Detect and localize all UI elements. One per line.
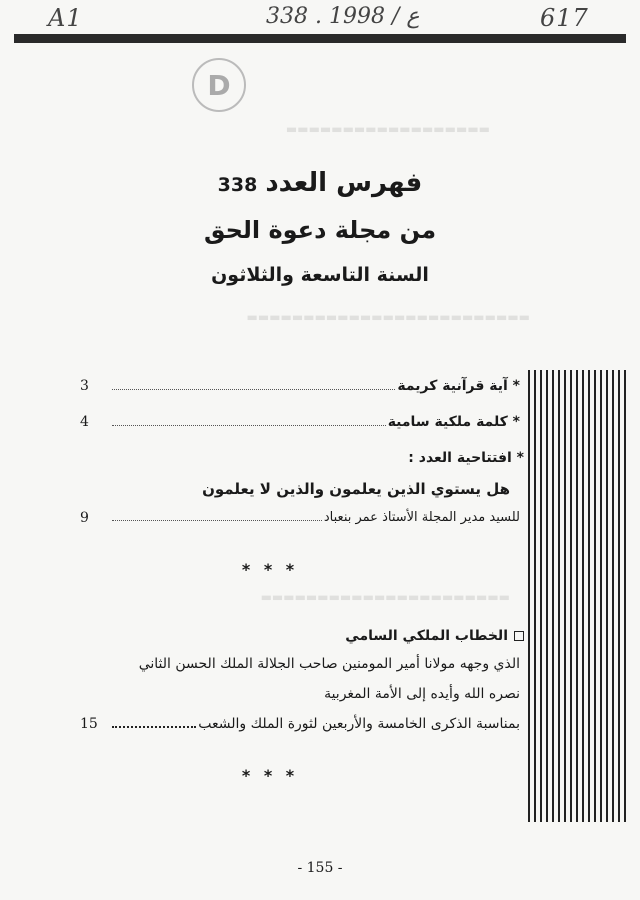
issue-number: 338	[217, 174, 258, 196]
leader-dots	[112, 425, 386, 426]
speech-heading-text: الخطاب الملكي السامي	[345, 628, 508, 644]
leader-dots	[112, 389, 395, 390]
speech-line: نصره الله وأيده إلى الأمة المغربية	[324, 686, 520, 702]
toc-entry-label: * آية قرآنية كريمة	[397, 378, 520, 394]
library-stamp	[192, 58, 246, 112]
title-text: فهرس العدد	[265, 168, 423, 198]
handwritten-mark-right: 617	[540, 4, 589, 32]
toc-entry-page: 3	[80, 378, 89, 394]
speech-heading	[345, 628, 524, 644]
editorial-author: للسيد مدير المجلة الأستاذ عمر بنعباد	[323, 510, 520, 525]
toc-entry	[110, 510, 520, 525]
stamp-letter: D	[207, 68, 231, 102]
separator-stars: * * *	[241, 766, 299, 785]
toc-entry-page: 9	[80, 510, 89, 526]
page-title	[0, 168, 640, 198]
toc-entry	[110, 378, 520, 394]
separator-stars: * * *	[241, 560, 299, 579]
toc-entry-page: 4	[80, 414, 89, 430]
speech-line: بمناسبة الذكرى الخامسة والأربعين لثورة الملك والشعب	[198, 716, 520, 732]
leader-dots	[112, 726, 196, 728]
magazine-name: من مجلة دعوة الحق	[203, 216, 437, 244]
leader-dots	[112, 520, 322, 521]
editorial-heading: * افتتاحية العدد :	[408, 450, 524, 466]
bleed-through-line: ▬▬▬▬▬▬▬▬▬▬▬▬▬▬▬▬▬▬▬▬▬▬	[260, 590, 510, 604]
top-rule	[14, 34, 626, 43]
toc-entry-label: * كلمة ملكية سامية	[387, 414, 520, 430]
bleed-through-line: ▬▬▬▬▬▬▬▬▬▬▬▬▬▬▬▬▬▬	[285, 122, 490, 136]
toc-entry-page: 15	[80, 716, 98, 732]
handwritten-mark-middle: 338 . ع / 1998	[266, 4, 420, 29]
handwritten-mark-left: A1	[48, 4, 83, 32]
decorative-stripes	[528, 370, 626, 822]
year-line: السنة التاسعة والثلاثون	[211, 264, 429, 286]
toc-entry	[110, 716, 520, 732]
bleed-through-line: ▬▬▬▬▬▬▬▬▬▬▬▬▬▬▬▬▬▬▬▬▬▬▬▬▬	[246, 310, 530, 324]
page-number: - 155 -	[297, 860, 343, 876]
square-bullet-icon	[514, 631, 524, 641]
toc-entry	[110, 414, 520, 430]
speech-line: الذي وجهه مولانا أمير المومنين صاحب الجلالة الملك الحسن الثاني	[138, 656, 520, 672]
editorial-title: هل يستوي الذين يعلمون والذين لا يعلمون	[202, 480, 510, 498]
